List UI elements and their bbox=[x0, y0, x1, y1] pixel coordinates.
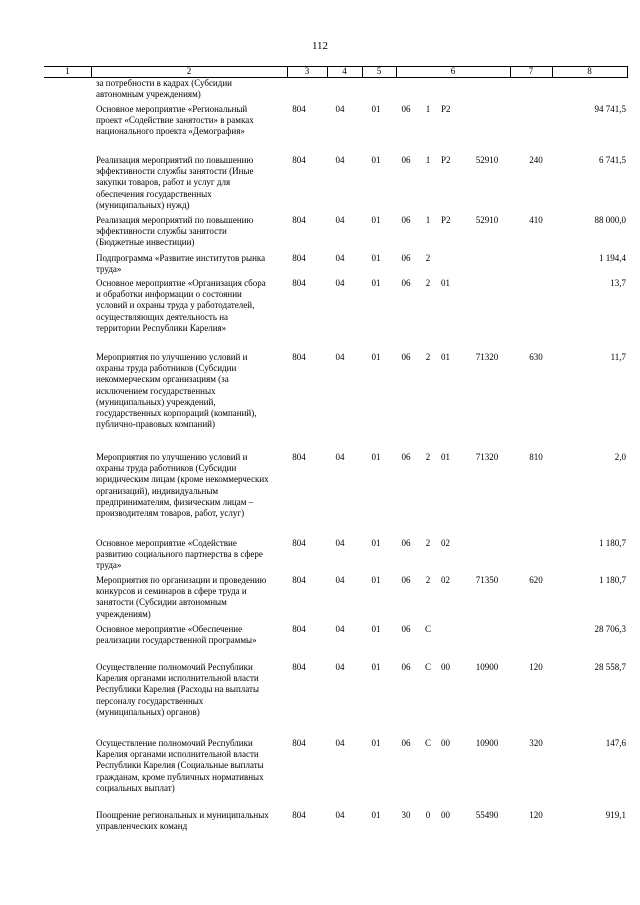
row-name: Осуществление полномочий Республики Карелия органами исполнительной власти Республики Карелия (Социальные выплаты гражданам, кроме публичных нормативных социальных выплат) bbox=[96, 738, 264, 793]
cell-s4: 10900 bbox=[475, 662, 499, 672]
cell-s2: С bbox=[424, 624, 431, 634]
cell-sum: 13,7 bbox=[610, 278, 626, 288]
cell-rz: 04 bbox=[335, 575, 345, 585]
cell-sum: 147,6 bbox=[605, 738, 626, 748]
cell-ga: 804 bbox=[292, 538, 306, 548]
table-header bbox=[44, 66, 628, 78]
cell-s3: Р2 bbox=[441, 104, 451, 114]
cell-ga: 804 bbox=[292, 575, 306, 585]
header-col-1: 1 bbox=[65, 66, 70, 76]
row-name: Подпрограмма «Развитие институтов рынка труда» bbox=[96, 253, 266, 275]
cell-s2: 2 bbox=[425, 575, 431, 585]
cell-ga: 804 bbox=[292, 810, 306, 820]
cell-rz: 04 bbox=[335, 810, 345, 820]
cell-pr: 01 bbox=[371, 738, 381, 748]
header-col-6: 6 bbox=[450, 66, 456, 76]
cell-s1: 30 bbox=[401, 810, 411, 820]
cell-rz: 04 bbox=[335, 538, 345, 548]
cell-s2: 2 bbox=[425, 352, 431, 362]
cell-s4: 71350 bbox=[475, 575, 499, 585]
cell-vr: 320 bbox=[529, 738, 543, 748]
cell-ga: 804 bbox=[292, 738, 306, 748]
cell-pr: 01 bbox=[371, 575, 381, 585]
cell-s2: 2 bbox=[425, 253, 431, 263]
row-name: Основное мероприятие «Содействие развитию социального партнерства в сфере труда» bbox=[96, 538, 263, 571]
cell-ga: 804 bbox=[292, 352, 306, 362]
row-name: Мероприятия по организации и проведению конкурсов и семинаров в сфере труда и занятости (Субсидии автономным учреждениям) bbox=[96, 575, 267, 619]
cell-s3: 02 bbox=[441, 538, 450, 548]
row-name: Реализация мероприятий по повышению эффективности службы занятости (Бюджетные инвестиции) bbox=[96, 215, 254, 248]
cell-pr: 01 bbox=[371, 155, 381, 165]
cell-s2: 2 bbox=[425, 452, 431, 462]
cell-sum: 88 000,0 bbox=[594, 215, 626, 225]
cell-s2: 2 bbox=[425, 538, 431, 548]
cell-s3: 00 bbox=[441, 738, 450, 748]
cell-s1: 06 bbox=[401, 738, 411, 748]
cell-rz: 04 bbox=[335, 624, 345, 634]
cell-s3: Р2 bbox=[441, 155, 451, 165]
cell-s2: 1 bbox=[425, 215, 431, 225]
cell-s2: С bbox=[424, 738, 431, 748]
cell-rz: 04 bbox=[335, 352, 345, 362]
cell-rz: 04 bbox=[335, 278, 345, 288]
cell-pr: 01 bbox=[371, 538, 381, 548]
row-name: Реализация мероприятий по повышению эффективности службы занятости (Иные закупки товаров, работ и услуг для обеспечения государственных (муниципальных) нужд) bbox=[96, 155, 254, 210]
cell-s1: 06 bbox=[401, 452, 411, 462]
cell-pr: 01 bbox=[371, 662, 381, 672]
row-name: Поощрение региональных и муниципальных управленческих команд bbox=[96, 810, 269, 832]
header-col-7: 7 bbox=[528, 66, 534, 76]
cell-s4: 52910 bbox=[475, 155, 499, 165]
cell-sum: 6 741,5 bbox=[599, 155, 626, 165]
row-name: Основное мероприятие «Региональный проект «Содействие занятости» в рамках национального проекта «Демография» bbox=[96, 104, 254, 137]
cell-s3: Р2 bbox=[441, 215, 451, 225]
cell-pr: 01 bbox=[371, 253, 381, 263]
cell-ga: 804 bbox=[292, 155, 306, 165]
cell-sum: 28 558,7 bbox=[594, 662, 626, 672]
header-col-3: 3 bbox=[304, 66, 310, 76]
cell-ga: 804 bbox=[292, 624, 306, 634]
cell-pr: 01 bbox=[371, 452, 381, 462]
cell-vr: 810 bbox=[529, 452, 543, 462]
header-col-2: 2 bbox=[186, 66, 192, 76]
cell-s1: 06 bbox=[401, 624, 411, 634]
cell-s3: 00 bbox=[441, 662, 450, 672]
header-col-4: 4 bbox=[342, 66, 347, 76]
cell-s4: 55490 bbox=[475, 810, 499, 820]
cell-ga: 804 bbox=[292, 278, 306, 288]
cell-s2: 1 bbox=[425, 155, 431, 165]
cell-rz: 04 bbox=[335, 253, 345, 263]
cell-vr: 120 bbox=[529, 810, 543, 820]
row-name: Основное мероприятие «Обеспечение реализации государственной программы» bbox=[96, 624, 257, 646]
cell-s4: 52910 bbox=[475, 215, 499, 225]
cell-ga: 804 bbox=[292, 104, 306, 114]
cell-sum: 11,7 bbox=[610, 352, 626, 362]
cell-vr: 120 bbox=[529, 662, 543, 672]
cell-rz: 04 bbox=[335, 662, 345, 672]
row-name: Мероприятия по улучшению условий и охраны труда работников (Субсидии юридическим лицам (кроме некоммерческих организаций), индивидуальным предпринимателям, физическим лицам – производителям товаров, работ, услуг) bbox=[96, 452, 269, 519]
cell-sum: 2,0 bbox=[614, 452, 626, 462]
cell-ga: 804 bbox=[292, 452, 306, 462]
cell-pr: 01 bbox=[371, 810, 381, 820]
cell-s1: 06 bbox=[401, 278, 411, 288]
cell-s1: 06 bbox=[401, 538, 411, 548]
cell-s1: 06 bbox=[401, 215, 411, 225]
cell-s2: 0 bbox=[425, 810, 431, 820]
cell-sum: 1 194,4 bbox=[599, 253, 626, 263]
row-name: за потребности в кадрах (Субсидии автономным учреждениям) bbox=[96, 78, 232, 100]
cell-vr: 630 bbox=[529, 352, 543, 362]
cell-s3: 02 bbox=[441, 575, 450, 585]
cell-sum: 1 180,7 bbox=[599, 538, 626, 548]
cell-sum: 919,1 bbox=[605, 810, 626, 820]
cell-s2: С bbox=[424, 662, 431, 672]
cell-s1: 06 bbox=[401, 352, 411, 362]
cell-s3: 01 bbox=[441, 278, 450, 288]
cell-pr: 01 bbox=[371, 624, 381, 634]
header-col-8: 8 bbox=[587, 66, 592, 76]
page-number: 112 bbox=[311, 40, 329, 52]
cell-sum: 28 706,3 bbox=[594, 624, 626, 634]
cell-s1: 06 bbox=[401, 155, 411, 165]
cell-s3: 00 bbox=[441, 810, 450, 820]
cell-vr: 620 bbox=[529, 575, 543, 585]
cell-ga: 804 bbox=[292, 215, 306, 225]
cell-pr: 01 bbox=[371, 104, 381, 114]
cell-rz: 04 bbox=[335, 104, 345, 114]
cell-rz: 04 bbox=[335, 452, 345, 462]
cell-vr: 240 bbox=[529, 155, 543, 165]
cell-rz: 04 bbox=[335, 215, 345, 225]
cell-s1: 06 bbox=[401, 253, 411, 263]
row-name: Осуществление полномочий Республики Карелия органами исполнительной власти Республики Карелия (Расходы на выплаты персоналу государственных (муниципальных) органов) bbox=[96, 662, 260, 717]
cell-pr: 01 bbox=[371, 352, 381, 362]
cell-s2: 1 bbox=[425, 104, 431, 114]
cell-s4: 71320 bbox=[475, 352, 499, 362]
header-col-5: 5 bbox=[376, 66, 382, 76]
cell-s4: 10900 bbox=[475, 738, 499, 748]
cell-ga: 804 bbox=[292, 662, 306, 672]
cell-pr: 01 bbox=[371, 278, 381, 288]
cell-rz: 04 bbox=[335, 155, 345, 165]
row-name: Основное мероприятие «Организация сбора и обработки информации о состоянии условий и охраны труда у работодателей, осуществляющих деятельность на территории Республики Карелия» bbox=[96, 278, 266, 333]
cell-sum: 94 741,5 bbox=[594, 104, 626, 114]
row-name: Мероприятия по улучшению условий и охраны труда работников (Субсидии некоммерческим организациям (за исключением государственных (муниципальных) учреждений, государственных корпораций (компаний), публично-правовых компаний) bbox=[96, 352, 257, 430]
cell-s2: 2 bbox=[425, 278, 431, 288]
cell-s1: 06 bbox=[401, 104, 411, 114]
cell-vr: 410 bbox=[529, 215, 543, 225]
cell-ga: 804 bbox=[292, 253, 306, 263]
cell-rz: 04 bbox=[335, 738, 345, 748]
cell-sum: 1 180,7 bbox=[599, 575, 626, 585]
cell-s4: 71320 bbox=[475, 452, 499, 462]
cell-s1: 06 bbox=[401, 575, 411, 585]
cell-pr: 01 bbox=[371, 215, 381, 225]
cell-s3: 01 bbox=[441, 352, 450, 362]
cell-s1: 06 bbox=[401, 662, 411, 672]
cell-s3: 01 bbox=[441, 452, 450, 462]
